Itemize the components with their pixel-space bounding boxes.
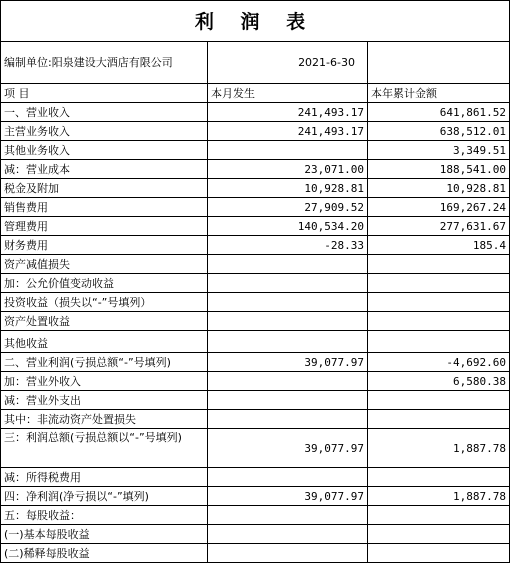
row-ytd-cell[interactable] [368,255,510,274]
header-ytd[interactable]: 本年累计金额 [368,84,510,103]
empty-cell[interactable] [368,42,510,84]
row-month-cell[interactable]: 10,928.81 [208,179,368,198]
row-ytd-cell[interactable] [368,468,510,487]
row-ytd-cell[interactable] [368,506,510,525]
row-item-cell[interactable]: 五：每股收益： [1,506,208,525]
row-item-cell[interactable]: 税金及附加 [1,179,208,198]
row-item-cell[interactable]: 其他收益 [1,331,208,353]
row-ytd-cell[interactable]: 1,887.78 [368,487,510,506]
row-month-cell[interactable]: 241,493.17 [208,103,368,122]
row-item-cell[interactable]: 财务费用 [1,236,208,255]
row-month-cell[interactable] [208,468,368,487]
row-month-cell[interactable]: 39,077.97 [208,487,368,506]
row-item-cell[interactable]: 管理费用 [1,217,208,236]
row-month-cell[interactable] [208,255,368,274]
row-month-cell[interactable] [208,391,368,410]
table-row [1,331,510,353]
row-month-cell[interactable] [208,141,368,160]
row-item-cell[interactable]: 三：利润总额(亏损总额以“-”号填列) [1,429,208,468]
row-ytd-cell[interactable] [368,391,510,410]
table-row [1,487,510,506]
row-ytd-cell[interactable] [368,274,510,293]
table-row [1,103,510,122]
table-row [1,372,510,391]
table-row [1,274,510,293]
row-month-cell[interactable] [208,331,368,353]
row-month-cell[interactable]: 39,077.97 [208,429,368,468]
row-item-cell[interactable]: 减：所得税费用 [1,468,208,487]
row-month-cell[interactable]: 241,493.17 [208,122,368,141]
row-month-cell[interactable] [208,506,368,525]
row-item-cell[interactable]: (一)基本每股收益 [1,525,208,544]
row-ytd-cell[interactable] [368,525,510,544]
row-ytd-cell[interactable] [368,410,510,429]
row-ytd-cell[interactable]: 277,631.67 [368,217,510,236]
row-item-cell[interactable]: 一、营业收入 [1,103,208,122]
row-ytd-cell[interactable]: -4,692.60 [368,353,510,372]
table-row [1,179,510,198]
table-row [1,255,510,274]
table-row [1,122,510,141]
report-date[interactable]: 2021-6-30 [208,42,368,84]
table-row [1,312,510,331]
row-ytd-cell[interactable]: 638,512.01 [368,122,510,141]
row-month-cell[interactable] [208,410,368,429]
header-month[interactable]: 本月发生 [208,84,368,103]
row-ytd-cell[interactable]: 6,580.38 [368,372,510,391]
table-row [1,217,510,236]
table-row [1,353,510,372]
row-item-cell[interactable]: 投资收益（损失以“-”号填列） [1,293,208,312]
table-row [1,429,510,468]
row-ytd-cell[interactable] [368,293,510,312]
statement-title: 利 润 表 [0,0,510,42]
row-item-cell[interactable]: 其他业务收入 [1,141,208,160]
row-item-cell[interactable]: 减：营业成本 [1,160,208,179]
row-month-cell[interactable]: 27,909.52 [208,198,368,217]
row-item-cell[interactable]: 其中：非流动资产处置损失 [1,410,208,429]
header-item[interactable]: 项 目 [1,84,208,103]
table-row [1,160,510,179]
row-ytd-cell[interactable]: 10,928.81 [368,179,510,198]
statement-rows [1,103,510,563]
row-month-cell[interactable]: 140,534.20 [208,217,368,236]
row-ytd-cell[interactable] [368,312,510,331]
table-row [1,293,510,312]
row-ytd-cell[interactable]: 1,887.78 [368,429,510,468]
row-item-cell[interactable]: 加：营业外收入 [1,372,208,391]
table-row [1,544,510,563]
table-row [1,410,510,429]
company-info-row [1,42,510,84]
row-ytd-cell[interactable]: 3,349.51 [368,141,510,160]
row-ytd-cell[interactable] [368,544,510,563]
row-ytd-cell[interactable]: 188,541.00 [368,160,510,179]
company-label[interactable]: 编制单位:阳泉建设大酒店有限公司 [1,42,208,84]
table-row [1,236,510,255]
row-item-cell[interactable]: (二)稀释每股收益 [1,544,208,563]
row-month-cell[interactable]: 23,071.00 [208,160,368,179]
row-ytd-cell[interactable]: 185.4 [368,236,510,255]
row-month-cell[interactable] [208,372,368,391]
row-month-cell[interactable] [208,274,368,293]
row-ytd-cell[interactable]: 641,861.52 [368,103,510,122]
row-item-cell[interactable]: 四：净利润(净亏损以“-”填列) [1,487,208,506]
row-month-cell[interactable] [208,293,368,312]
table-row [1,141,510,160]
row-item-cell[interactable]: 销售费用 [1,198,208,217]
row-item-cell[interactable]: 主营业务收入 [1,122,208,141]
row-ytd-cell[interactable]: 169,267.24 [368,198,510,217]
table-row [1,468,510,487]
row-month-cell[interactable] [208,312,368,331]
table-row [1,506,510,525]
income-statement-table [0,41,510,563]
row-item-cell[interactable]: 减：营业外支出 [1,391,208,410]
row-item-cell[interactable]: 资产减值损失 [1,255,208,274]
header-row [1,84,510,103]
row-month-cell[interactable]: -28.33 [208,236,368,255]
row-item-cell[interactable]: 二、营业利润(亏损总额“-”号填列) [1,353,208,372]
row-item-cell[interactable]: 资产处置收益 [1,312,208,331]
row-month-cell[interactable] [208,525,368,544]
table-row [1,525,510,544]
row-month-cell[interactable]: 39,077.97 [208,353,368,372]
row-item-cell[interactable]: 加：公允价值变动收益 [1,274,208,293]
row-ytd-cell[interactable] [368,331,510,353]
table-row [1,391,510,410]
table-row [1,198,510,217]
row-month-cell[interactable] [208,544,368,563]
